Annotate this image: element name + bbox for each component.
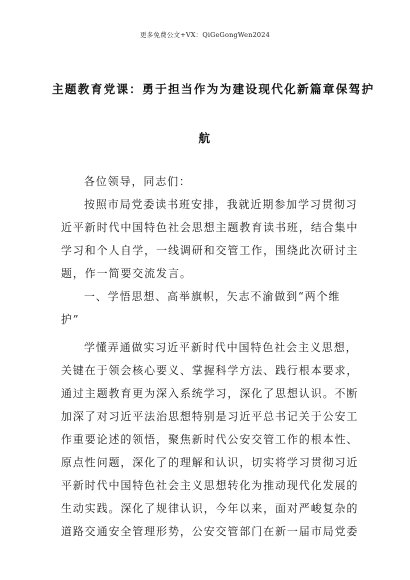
paragraph-line: 生动实践。深化了规律认识，今年以来，面对严峻复杂的 <box>61 502 359 515</box>
paragraph-line: 题，作一简要交流发言。 <box>61 267 192 280</box>
document-title-line-2: 航 <box>198 131 212 145</box>
paragraph-line: 学懂弄通做实习近平新时代中国特色社会主义思想， <box>84 341 358 354</box>
paragraph-line: 作重要论述的领悟，聚焦新时代公安交管工作的根本性、 <box>61 433 359 446</box>
section-heading-line: 一、学悟思想、高举旗帜，矢志不渝做到“两个维 <box>84 290 341 303</box>
paragraph-line: 按照市局党委读书班安排，我就近期参加学习贯彻习 <box>84 198 358 211</box>
paragraph-line: 加深了对习近平法治思想特别是习近平总书记关于公安工 <box>61 410 359 423</box>
paragraph-line: 道路交通安全管理形势，公安交管部门在新一届市局党委 <box>61 525 359 538</box>
paragraph-line: 原点性问题，深化了的理解和认识，切实将学习贯彻习近 <box>61 456 359 469</box>
paragraph-line: 关键在于领会核心要义、掌握科学方法、践行根本要求， <box>61 364 359 377</box>
paragraph-line: 通过主题教育更为深入系统学习，深化了思想认识。不断 <box>61 387 359 400</box>
paragraph-line: 平新时代中国特色社会主义思想转化为推动现代化发展的 <box>61 479 359 492</box>
section-heading-line: 护” <box>61 313 80 326</box>
paragraph-line: 学习和个人自学，一线调研和交管工作，围绕此次研讨主 <box>61 244 359 257</box>
paragraph-line: 近平新时代中国特色社会思想主题教育读书班，结合集中 <box>61 221 359 234</box>
document-title-line-1: 主题教育党课：勇于担当作为为建设现代化新篇章保驾护 <box>52 82 375 96</box>
salutation: 各位领导，同志们： <box>84 175 192 188</box>
page-header: 更多免费公文+VX：QiGeGongWen2024 <box>140 31 270 39</box>
